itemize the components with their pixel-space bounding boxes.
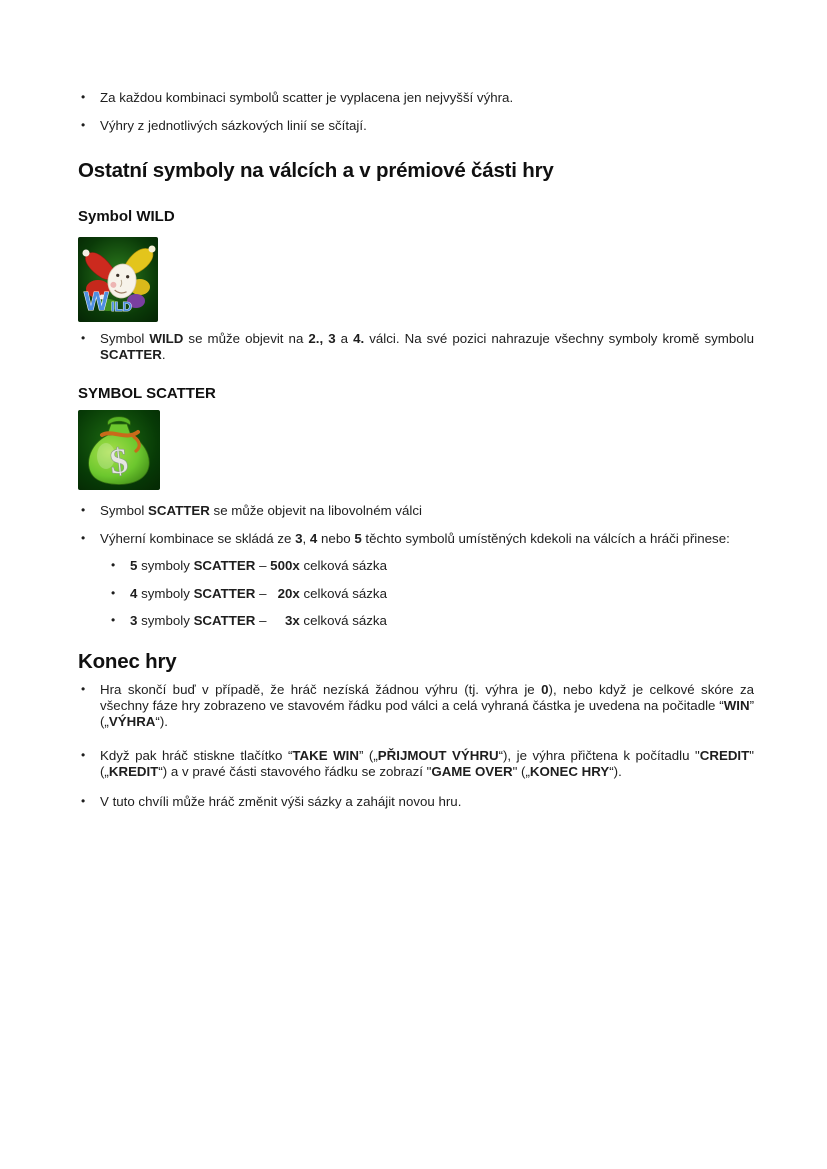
wild-jester-icon [78, 237, 158, 322]
end-bullet-1: Hra skončí buď v případě, že hráč nezíská žádnou výhru (tj. výhra je 0), nebo když je celkové skóre za všechny fáze hry zobrazeno ve stavovém řádku pod válci a celá vyhraná částka je uvedena na počitadle “WIN” („VÝHRA“). [100, 681, 755, 729]
wild-bullet: Symbol WILD se může objevit na 2., 3 a 4. válci. Na své pozici nahrazuje všechny symboly kromě symbolu SCATTER. [100, 331, 754, 362]
bullet-marker: • [111, 613, 116, 627]
payout-4-scatter: 4 symboly SCATTER – 20x celková sázka [130, 585, 387, 601]
subsection-title-wild: Symbol WILD [78, 208, 175, 225]
end-bullet-3: V tuto chvíli může hráč změnit výši sázky a zahájit novou hru. [100, 793, 462, 809]
section-title-end-of-game: Konec hry [78, 649, 177, 673]
payout-5-scatter: 5 symboly SCATTER – 500x celková sázka [130, 558, 387, 573]
list-item [108, 613, 754, 629]
wild-letters-ild: ILD [111, 299, 132, 314]
intro-bullet-1: Za každou kombinaci symbolů scatter je vyplacena jen nejvyšší výhra. [100, 90, 514, 105]
list-item [78, 531, 754, 547]
bullet-marker: • [81, 747, 86, 762]
list-item [78, 748, 754, 780]
list-item [78, 503, 754, 519]
wild-symbol-image [78, 237, 754, 322]
list-item [78, 118, 754, 134]
scatter-moneybag-icon [78, 410, 160, 490]
list-item [108, 558, 754, 574]
scatter-bullet-1: Symbol SCATTER se může objevit na libovolném válci [100, 503, 422, 518]
bullet-marker: • [111, 558, 116, 572]
bullet-marker: • [81, 793, 86, 808]
scatter-bullet-2: Výherní kombinace se skládá ze 3, 4 nebo 5 těchto symbolů umístěných kdekoli na válcích a hráči přinese: [100, 530, 730, 546]
list-item [78, 331, 754, 363]
list-item [78, 90, 754, 106]
bullet-marker: • [111, 585, 116, 600]
payout-3-scatter: 3 symboly SCATTER – 3x celková sázka [130, 613, 387, 628]
intro-bullet-2: Výhry z jednotlivých sázkových linií se sčítají. [100, 117, 367, 133]
scatter-symbol-image [78, 410, 754, 490]
bullet-marker: • [81, 90, 86, 104]
wild-letter-w: W [84, 286, 109, 316]
list-item [108, 586, 754, 602]
bullet-marker: • [81, 117, 86, 132]
list-item [78, 794, 754, 810]
list-item [78, 682, 754, 730]
dollar-sign: $ [107, 440, 130, 482]
section-title-other-symbols: Ostatní symboly na válcích a v prémiové části hry [78, 159, 554, 182]
bullet-marker: • [81, 681, 86, 696]
subsection-title-scatter: SYMBOL SCATTER [78, 385, 216, 402]
end-bullet-2: Když pak hráč stiskne tlačítko “TAKE WIN” („PŘIJMOUT VÝHRU“), je výhra přičtena k počítadlu "CREDIT" („KREDIT“) a v pravé části stavového řádku se zobrazí "GAME OVER" („KONEC HRY“). [100, 747, 754, 779]
page-content [78, 0, 754, 821]
bullet-marker: • [81, 530, 86, 545]
bullet-marker: • [81, 503, 86, 517]
bullet-marker: • [81, 331, 86, 345]
